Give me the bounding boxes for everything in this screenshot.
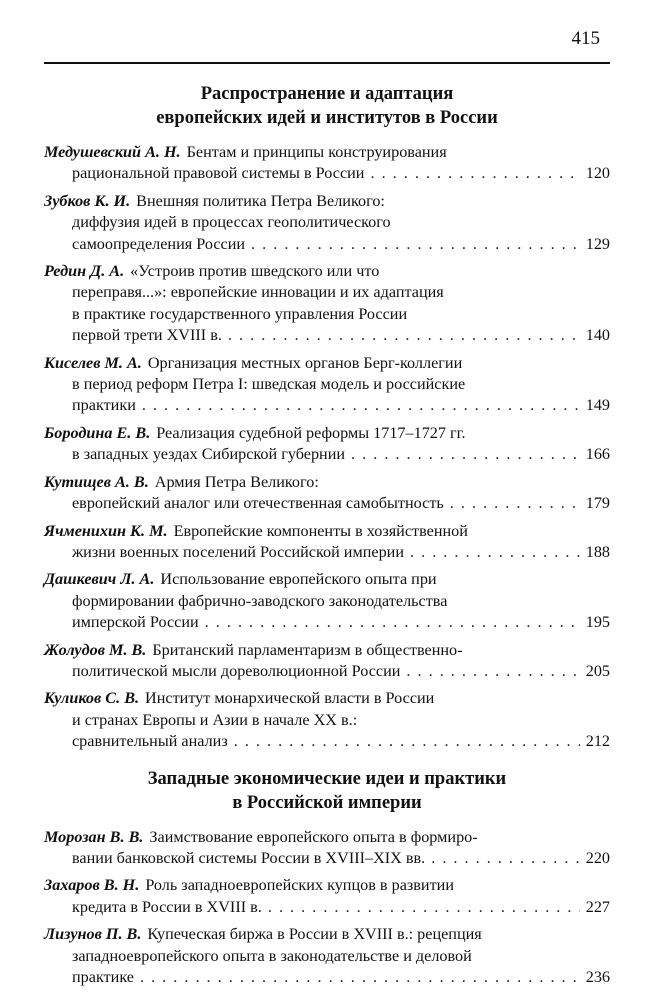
dot-leader: [251, 234, 580, 255]
entry-author: Дашкевич Л. А.: [44, 570, 155, 589]
section-title-line: Распространение и адаптация: [200, 84, 454, 104]
section-title: [44, 82, 610, 130]
section-title: [44, 767, 610, 815]
entry-author: Медушевский А. Н.: [44, 143, 181, 161]
dot-leader: [450, 493, 580, 514]
entry-title-line: практике: [72, 968, 134, 986]
toc-entry: [44, 261, 610, 347]
page-number: 415: [571, 28, 600, 49]
toc-entry: [44, 688, 610, 752]
entry-author: Жолудов М. В.: [44, 640, 147, 659]
entry-title-line: западноевропейского опыта в законодательстве и деловой: [72, 946, 472, 965]
entry-author: Куликов С. В.: [44, 689, 140, 708]
toc-entry: [44, 521, 610, 564]
entry-author: Морозан В. В.: [44, 827, 144, 846]
toc-entry: [44, 423, 610, 466]
entry-author: Ячменихин К. М.: [44, 521, 168, 540]
entry-page-number: 129: [585, 234, 610, 253]
table-of-contents: [44, 82, 610, 994]
entry-page-number: 166: [585, 445, 610, 464]
entry-title-line: в западных уездах Сибирской губернии: [72, 445, 346, 464]
section-title-line: европейских идей и институтов в России: [156, 108, 498, 128]
entry-page-number: 236: [585, 968, 610, 986]
toc-entry: [44, 640, 610, 683]
dot-leader: [351, 444, 580, 465]
entry-title-line: Бентам и принципы конструирования: [186, 143, 447, 161]
entry-title-line: кредита в России в XVIII в.: [72, 897, 262, 916]
dot-leader: [406, 661, 579, 682]
entry-author: Кутищев А. В.: [44, 472, 149, 491]
entry-page-number: 212: [585, 732, 610, 751]
toc-entry: [44, 472, 610, 515]
entry-page-number: 179: [585, 494, 610, 513]
dot-leader: [268, 897, 580, 918]
toc-entry: [44, 569, 610, 633]
entry-title-line: имперской России: [72, 613, 199, 632]
entry-title-line: Реализация судебной реформы 1717–1727 гг.: [156, 423, 466, 442]
dot-leader: [431, 848, 579, 869]
entry-title-line: Роль западноевропейских купцов в развитии: [145, 876, 454, 895]
entry-title-line: сравнительный анализ: [72, 732, 228, 751]
toc-entry: [44, 827, 610, 870]
entry-title-line: первой трети XVIII в.: [72, 326, 222, 345]
entry-page-number: 227: [585, 897, 610, 916]
entry-title-line: Европейские компоненты в хозяйственной: [173, 521, 468, 540]
entry-title-line: и странах Европы и Азии в начале XX в.:: [72, 710, 358, 729]
entry-author: Зубков К. И.: [44, 191, 131, 210]
entry-title-line: Заимствование европейского опыта в формиро-: [149, 827, 478, 846]
dot-leader: [140, 967, 580, 988]
toc-entry: [44, 924, 610, 988]
entry-author: Лизунов П. В.: [44, 925, 142, 944]
dot-leader: [370, 163, 579, 184]
dot-leader: [234, 731, 580, 752]
toc-entry: [44, 191, 610, 255]
dot-leader: [228, 325, 580, 346]
dot-leader: [205, 612, 580, 633]
entry-page-number: 149: [585, 396, 610, 415]
entry-title-line: вании банковской системы России в XVIII–XIX вв.: [72, 848, 426, 867]
entry-title-line: практики: [72, 396, 136, 415]
entry-title-line: «Устроив против шведского или что: [130, 262, 380, 281]
dot-leader: [142, 395, 580, 416]
entry-author: Бородина Е. В.: [44, 423, 151, 442]
entry-page-number: 120: [585, 164, 610, 183]
entry-author: Редин Д. А.: [44, 262, 125, 281]
entry-title-line: политической мысли дореволюционной России: [72, 661, 401, 680]
entry-title-line: самоопределения России: [72, 234, 246, 253]
section-title-line: Западные экономические идеи и практики: [147, 768, 507, 789]
entry-title-line: европейский аналог или отечественная самобытность: [72, 494, 444, 513]
entry-title-line: диффузия идей в процессах геополитического: [72, 213, 391, 232]
entry-page-number: 188: [585, 542, 610, 561]
toc-entry: [44, 875, 610, 918]
entry-title-line: в практике государственного управления России: [72, 304, 408, 323]
toc-entry: [44, 353, 610, 417]
section-title-line: в Российской империи: [232, 792, 422, 813]
entry-title-line: Британский парламентаризм в общественно-: [152, 640, 463, 659]
entry-title-line: Внешняя политика Петра Великого:: [136, 191, 385, 210]
entry-page-number: 140: [585, 326, 610, 345]
entry-author: Киселев М. А.: [44, 353, 142, 372]
entry-page-number: 220: [585, 848, 610, 867]
entry-title-line: рациональной правовой системы в России: [72, 164, 365, 183]
entry-title-line: Институт монархической власти в России: [145, 689, 435, 708]
dot-leader: [410, 542, 580, 563]
entry-title-line: жизни военных поселений Российской империи: [72, 542, 404, 561]
entry-title-line: формировании фабрично-заводского законодательства: [72, 591, 448, 610]
entry-title-line: Организация местных органов Берг-коллегии: [147, 353, 463, 372]
entry-title-line: в период реформ Петра I: шведская модель и российские: [72, 375, 466, 394]
entry-title-line: Армия Петра Великого:: [154, 472, 319, 491]
toc-entry: [44, 142, 610, 185]
entry-title-line: переправя...»: европейские инновации и их адаптация: [72, 283, 444, 302]
entry-title-line: Использование европейского опыта при: [160, 570, 437, 589]
header-rule: [44, 62, 610, 64]
entry-author: Захаров В. Н.: [44, 876, 140, 895]
entry-page-number: 205: [585, 661, 610, 680]
entry-title-line: Купеческая биржа в России в XVIII в.: рецепция: [147, 925, 482, 944]
entry-page-number: 195: [585, 613, 610, 632]
